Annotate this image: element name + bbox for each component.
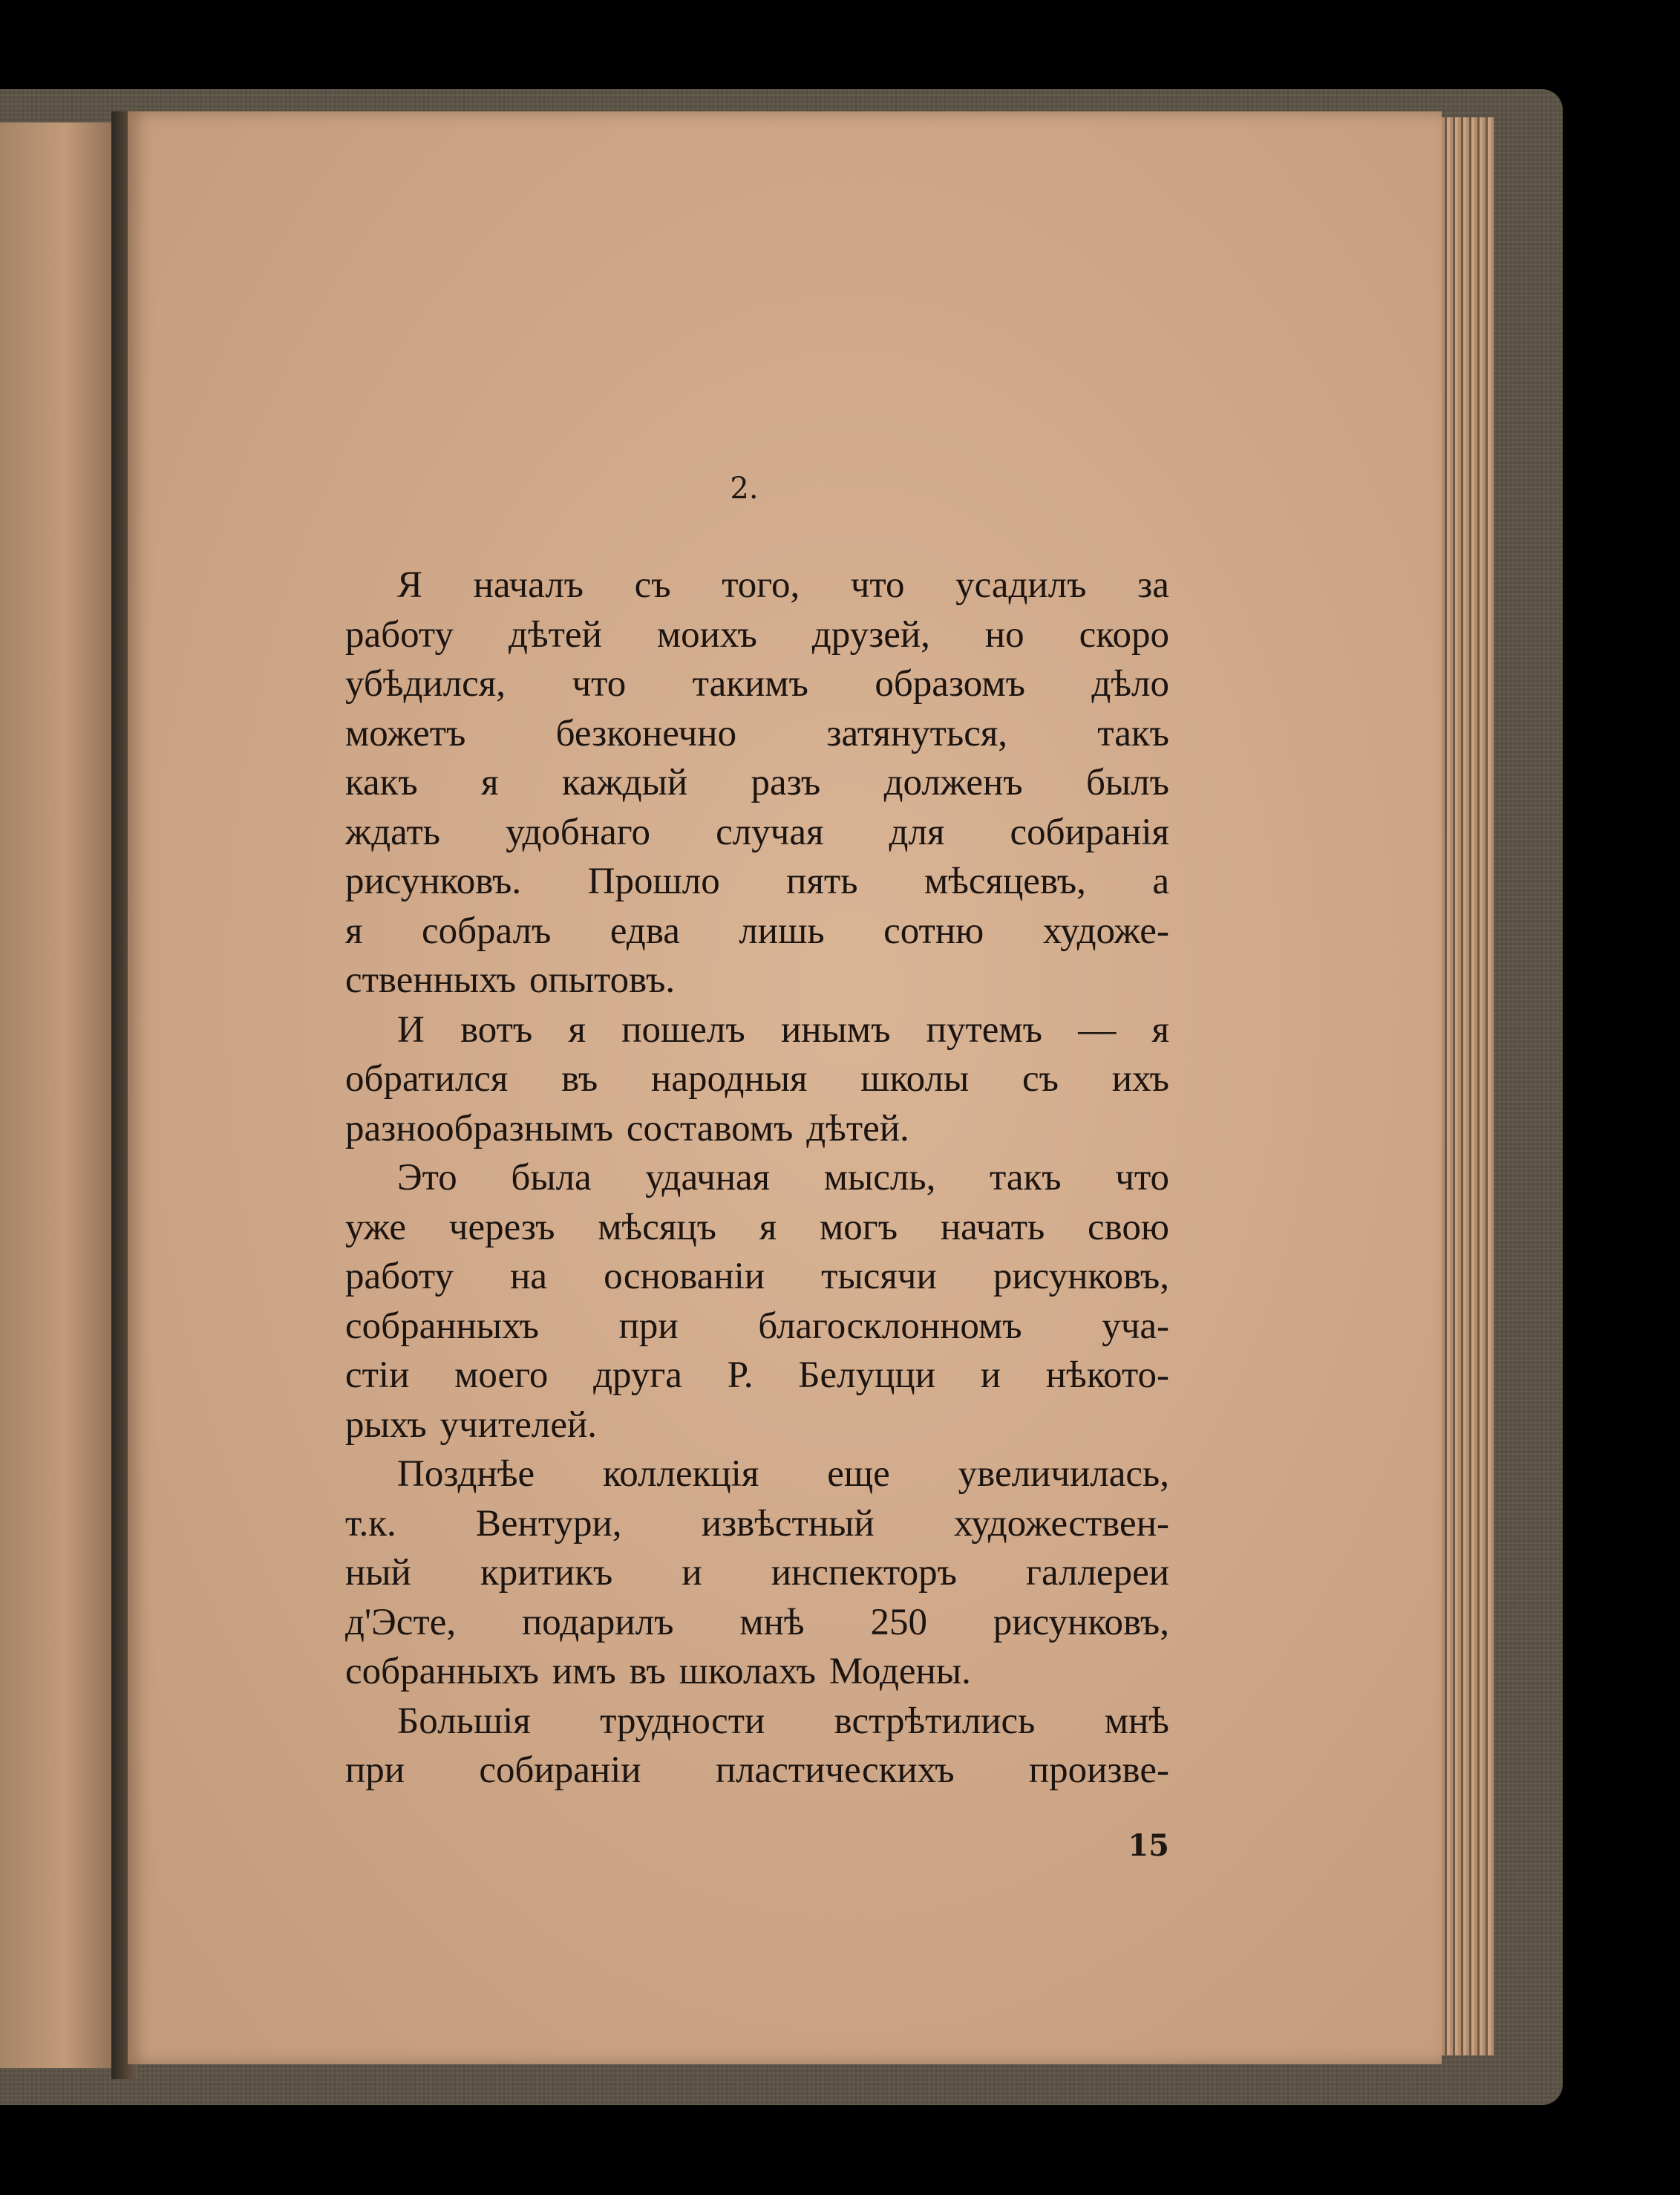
- text-line: я собралъ едва лишь сотню художе-: [345, 910, 1169, 952]
- text-line: Позднѣе коллекція еще увеличилась,: [397, 1453, 1169, 1495]
- text-line: собранныхъ имъ въ школахъ Модены.: [345, 1651, 971, 1692]
- text-line: работу на основаніи тысячи рисунковъ,: [345, 1256, 1169, 1297]
- page-edges: [1442, 117, 1494, 2055]
- text-line: Это была удачная мысль, такъ что: [397, 1157, 1169, 1198]
- text-line: Большія трудности встрѣтились мнѣ: [397, 1700, 1169, 1742]
- text-line: ный критикъ и инспекторъ галлереи: [345, 1552, 1169, 1594]
- page-number: 15: [1128, 1828, 1169, 1863]
- text-line: убѣдился, что такимъ образомъ дѣло: [345, 663, 1169, 705]
- text-line: д'Эсте, подарилъ мнѣ 250 рисунковъ,: [345, 1601, 1169, 1643]
- left-page-edge: [0, 123, 119, 2068]
- text-line: обратился въ народныя школы съ ихъ: [345, 1058, 1169, 1100]
- text-line: И вотъ я пошелъ инымъ путемъ — я: [397, 1008, 1169, 1051]
- text-line: т.к. Вентури, извѣстный художествен-: [345, 1502, 1169, 1545]
- text-line: рисунковъ. Прошло пять мѣсяцевъ, а: [345, 861, 1169, 902]
- text-line: можетъ безконечно затянуться, такъ: [345, 712, 1169, 754]
- text-line: стіи моего друга Р. Белуцци и нѣкото-: [345, 1354, 1169, 1396]
- text-line: разнообразнымъ составомъ дѣтей.: [345, 1107, 909, 1149]
- body-text: [345, 561, 1169, 1796]
- section-number: 2.: [730, 472, 759, 506]
- text-line: уже черезъ мѣсяцъ я могъ начать свою: [345, 1206, 1169, 1248]
- text-line: какъ я каждый разъ долженъ былъ: [345, 762, 1169, 803]
- text-line: ственныхъ опытовъ.: [345, 959, 676, 1001]
- text-line: рыхъ учителей.: [345, 1403, 598, 1446]
- text-line: Я началъ съ того, что усадилъ за: [397, 564, 1169, 606]
- text-line: собранныхъ при благосклонномъ уча-: [345, 1305, 1169, 1347]
- text-line: работу дѣтей моихъ друзей, но скоро: [345, 613, 1169, 656]
- text-line: ждать удобнаго случая для собиранія: [345, 811, 1169, 853]
- text-line: при собираніи пластическихъ произве-: [345, 1749, 1169, 1791]
